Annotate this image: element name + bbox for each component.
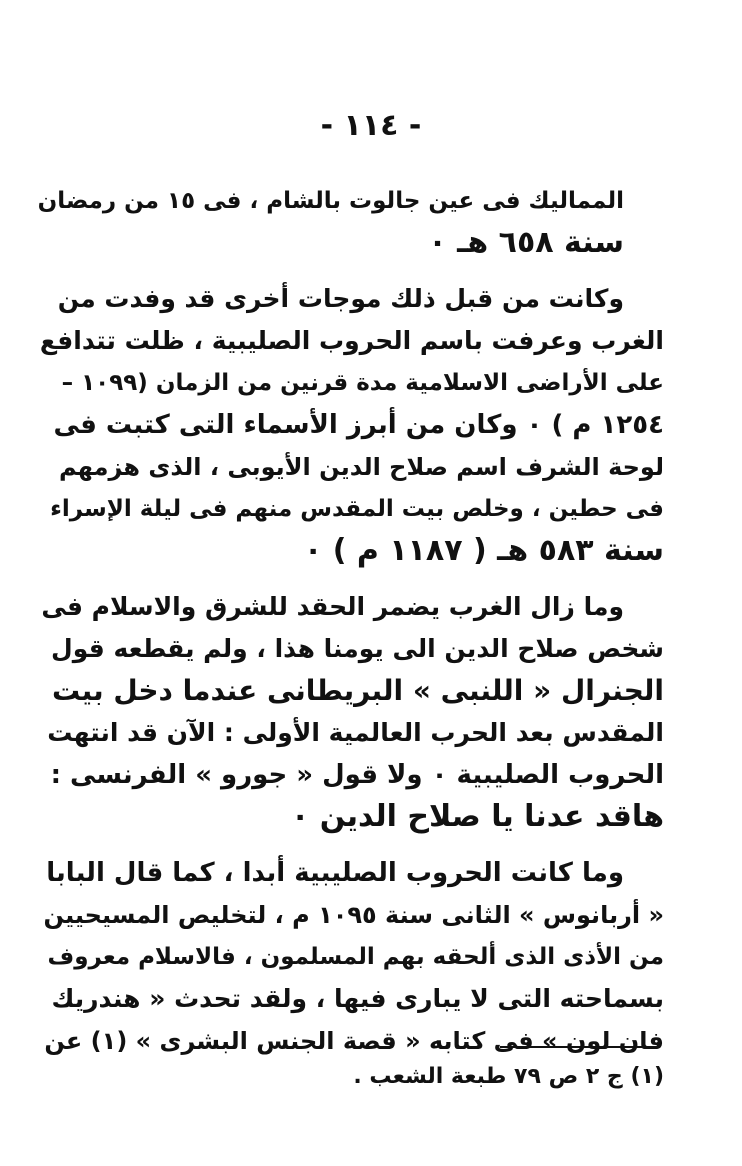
footnote: (١) ج ٢ ص ٧٩ طبعة الشعب .	[353, 1064, 664, 1089]
text-line: هاقد عدنا يا صلاح الدين ٠	[291, 799, 664, 834]
text-line: وما زال الغرب يضمر الحقد للشرق والاسلام فى	[41, 592, 624, 621]
text-line: سنة ٦٥٨ هـ ٠	[428, 225, 624, 260]
paragraph-3	[38, 586, 664, 838]
text-line: المقدس بعد الحرب العالمية الأولى : الآن قد انتهت	[47, 718, 664, 747]
text-line: فى حطين ، وخلص بيت المقدس منهم فى ليلة الإسراء	[50, 496, 664, 522]
page-number: - ١١٤ -	[320, 108, 422, 143]
text-line: المماليك فى عين جالوت بالشام ، فى ١٥ من رمضان	[37, 188, 624, 214]
text-line: الحروب الصليبية ٠ ولا قول « جورو » الفرنسى :	[50, 760, 664, 790]
text-line: شخص صلاح الدين الى يومنا هذا ، ولم يقطعه قول	[51, 634, 664, 663]
text-line: بسماحته التى لا يبارى فيها ، ولقد تحدث « هندريك	[51, 984, 664, 1013]
footnote-divider	[500, 1046, 660, 1048]
text-line: « أربانوس » الثانى سنة ١٠٩٥ م ، لتخليص المسيحيين	[43, 901, 664, 929]
text-line: فان لون » فى كتابه « قصة الجنس البشرى » (١) عن	[44, 1027, 664, 1055]
text-line: من الأذى الذى ألحقه بهم المسلمون ، فالاسلام معروف	[47, 944, 664, 970]
paragraph-4	[38, 852, 664, 1062]
text-line: وكانت من قبل ذلك موجات أخرى قد وفدت من	[57, 284, 624, 313]
text-line: سنة ٥٨٣ هـ ( ١١٨٧ م ) ٠	[303, 533, 664, 568]
text-line: الجنرال « اللنبى » البريطانى عندما دخل بيت	[52, 674, 664, 707]
text-line: الغرب وعرفت باسم الحروب الصليبية ، ظلت تتدافع	[39, 326, 664, 355]
text-line: ١٢٥٤ م ) ٠ وكان من أبرز الأسماء التى كتبت فى	[53, 410, 664, 440]
paragraph-2	[38, 278, 664, 572]
text-line: لوحة الشرف اسم صلاح الدين الأيوبى ، الذى هزمهم	[58, 453, 664, 481]
text-line: على الأراضى الاسلامية مدة قرنين من الزمان (١٠٩٩ –	[61, 370, 664, 396]
body-text	[38, 180, 664, 1062]
paragraph-1	[38, 180, 664, 264]
text-line: وما كانت الحروب الصليبية أبدا ، كما قال البابا	[46, 858, 624, 888]
